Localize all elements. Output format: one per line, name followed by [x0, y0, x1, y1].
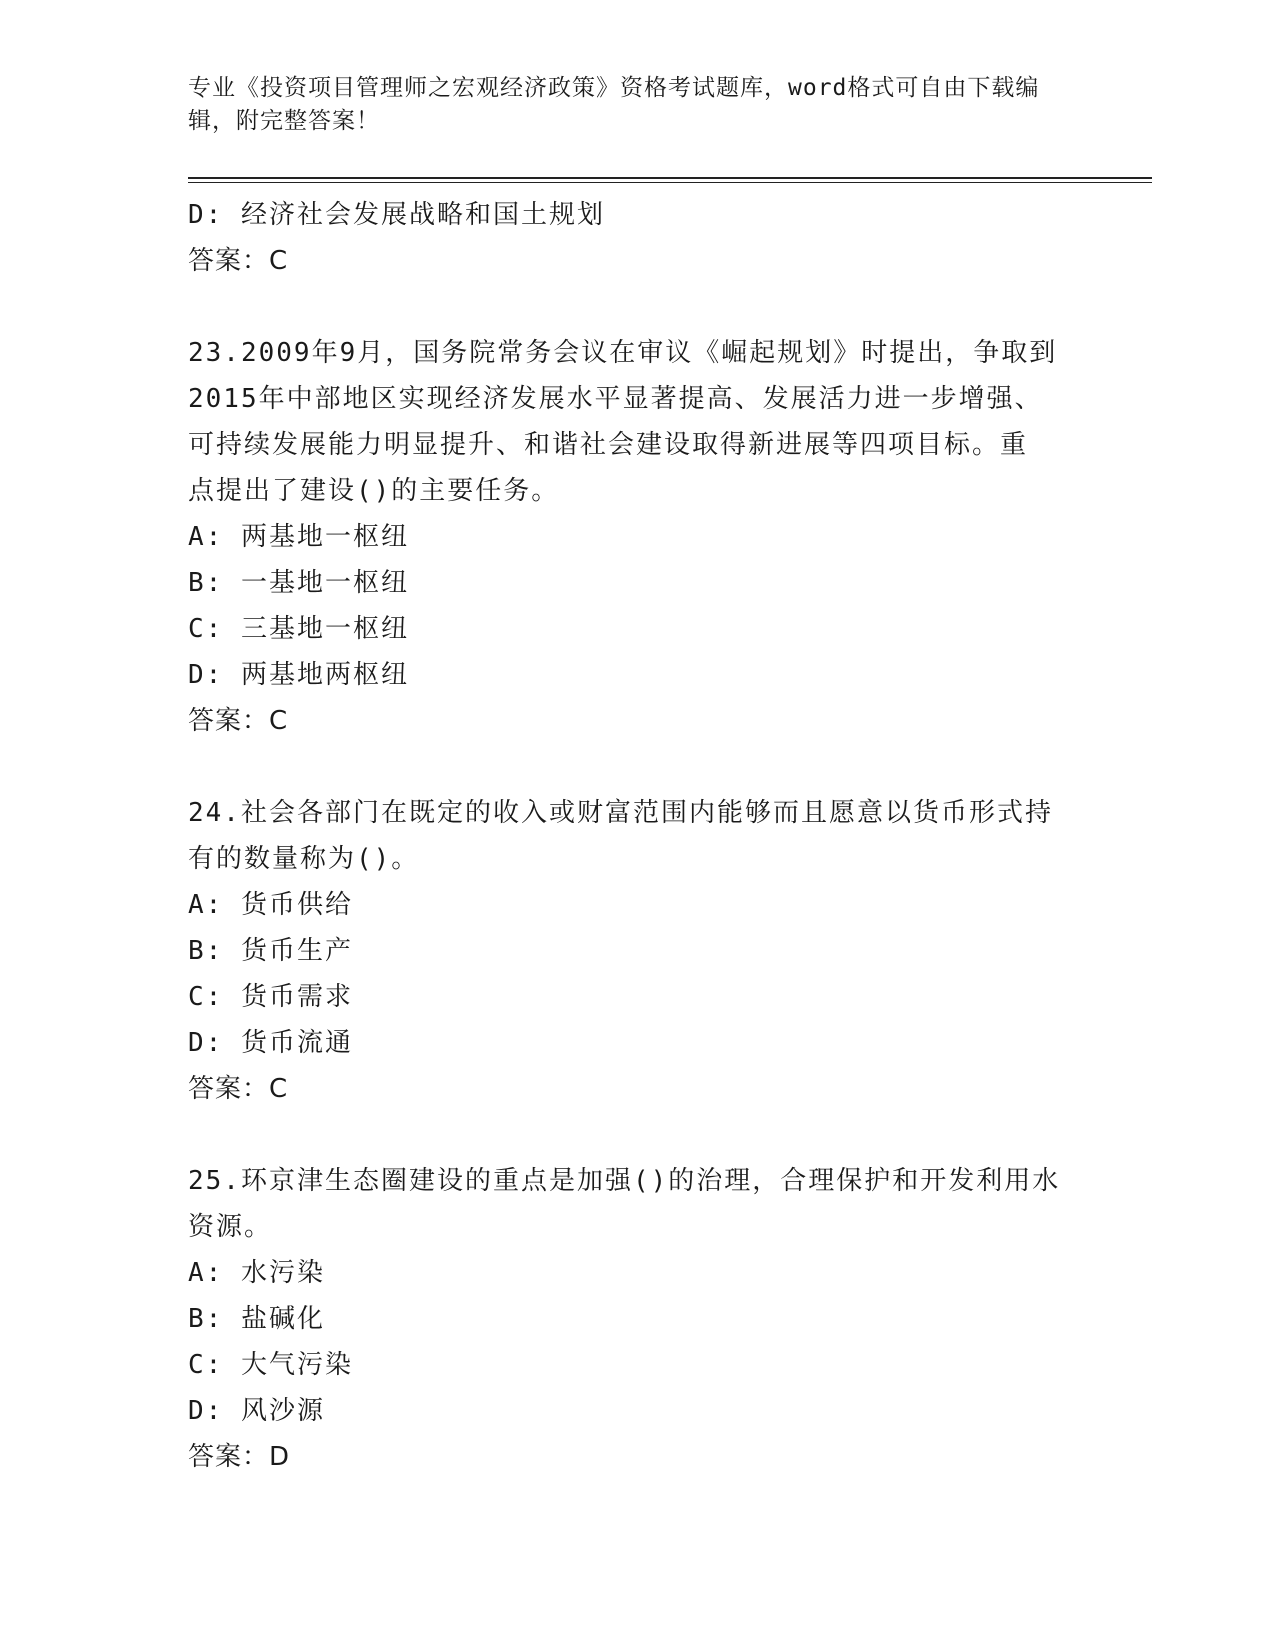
question-24-answer: 答案：C	[188, 1074, 289, 1104]
question-line: 2015年中部地区实现经济发展水平显著提高、发展活力进一步增强、	[188, 384, 1043, 414]
question-23-answer: 答案：C	[188, 706, 289, 736]
question-24-option-b: B: 货币生产	[188, 936, 353, 966]
question-line: 24.社会各部门在既定的收入或财富范围内能够而且愿意以货币形式持	[188, 798, 1053, 828]
question-25-answer: 答案：D	[188, 1442, 291, 1472]
question-25-option-b: B: 盐碱化	[188, 1304, 325, 1334]
question-25-option-d: D: 风沙源	[188, 1396, 325, 1426]
question-23-option-b: B: 一基地一枢纽	[188, 568, 409, 598]
question-line: 点提出了建设()的主要任务。	[188, 476, 560, 506]
question-25-text	[188, 1158, 1088, 1250]
question-23-text	[188, 330, 1088, 514]
question-24-option-d: D: 货币流通	[188, 1028, 353, 1058]
question-line: 23.2009年9月，国务院常务会议在审议《崛起规划》时提出，争取到	[188, 338, 1058, 368]
question-24-text	[188, 790, 1088, 882]
header-rule-thick	[188, 177, 1152, 179]
question-line: 可持续发展能力明显提升、和谐社会建设取得新进展等四项目标。重	[188, 430, 1029, 460]
spacer	[188, 284, 1088, 330]
question-24-option-a: A: 货币供给	[188, 890, 353, 920]
question-23-option-c: C: 三基地一枢纽	[188, 614, 409, 644]
question-line: 有的数量称为()。	[188, 844, 420, 874]
prev-answer: 答案：C	[188, 246, 289, 276]
spacer	[188, 1112, 1088, 1158]
question-23-option-a: A: 两基地一枢纽	[188, 522, 409, 552]
header-line-2: 辑，附完整答案！	[188, 108, 380, 134]
document-header	[188, 72, 1068, 138]
header-rule-thin	[188, 182, 1152, 183]
question-line: 25.环京津生态圈建设的重点是加强()的治理，合理保护和开发利用水	[188, 1166, 1061, 1196]
question-list	[188, 192, 1088, 1480]
question-25-option-a: A: 水污染	[188, 1258, 325, 1288]
header-line-1: 专业《投资项目管理师之宏观经济政策》资格考试题库，word格式可自由下载编	[188, 75, 1040, 101]
question-23-option-d: D: 两基地两枢纽	[188, 660, 409, 690]
question-24-option-c: C: 货币需求	[188, 982, 353, 1012]
spacer	[188, 744, 1088, 790]
question-25-option-c: C: 大气污染	[188, 1350, 353, 1380]
question-line: 资源。	[188, 1212, 273, 1242]
prev-option-d: D: 经济社会发展战略和国土规划	[188, 200, 605, 230]
